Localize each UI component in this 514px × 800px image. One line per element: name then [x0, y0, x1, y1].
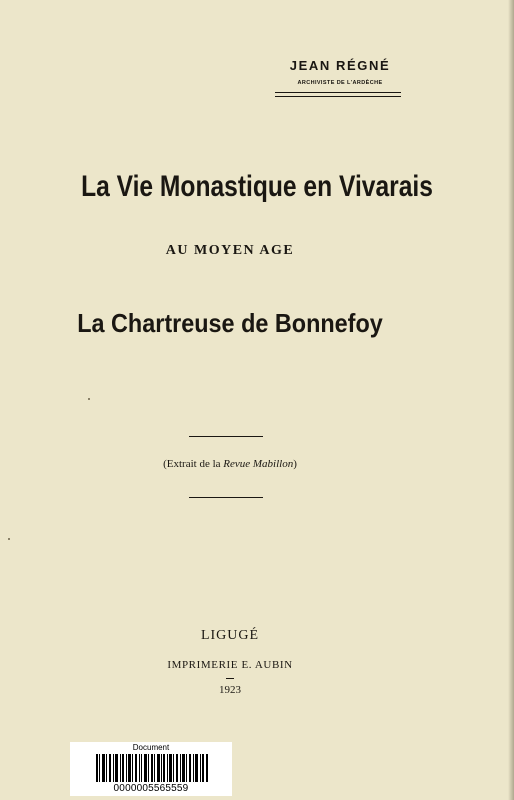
- extract-note: [0, 458, 460, 470]
- main-title: La Vie Monastique en Vivarais: [81, 170, 433, 203]
- barcode-icon: [96, 754, 208, 782]
- extract-prefix: (Extrait de la: [163, 458, 224, 470]
- divider-rule-top: [189, 436, 263, 437]
- extract-suffix: ): [293, 458, 297, 470]
- barcode-sticker: [70, 742, 232, 796]
- paper-speck: [88, 398, 90, 400]
- subtitle: AU MOYEN AGE: [165, 243, 295, 258]
- double-rule: [275, 92, 401, 97]
- secondary-title: La Chartreuse de Bonnefoy: [77, 308, 383, 338]
- publication-place: LIGUGÉ: [200, 628, 260, 643]
- author-name: JEAN RÉGNÉ: [289, 58, 391, 73]
- page-edge-shadow: [508, 0, 514, 800]
- short-dash: [226, 678, 234, 679]
- barcode-number: 0000005565559: [113, 783, 189, 794]
- divider-rule-bottom: [189, 497, 263, 498]
- printer-name: IMPRIMERIE E. AUBIN: [167, 659, 293, 671]
- author-role: ARCHIVISTE DE L'ARDÈCHE: [297, 80, 383, 86]
- journal-name: Revue Mabillon: [223, 458, 294, 470]
- publication-year: 1923: [219, 684, 241, 696]
- barcode-label: Document: [132, 743, 170, 752]
- paper-speck: [8, 538, 10, 540]
